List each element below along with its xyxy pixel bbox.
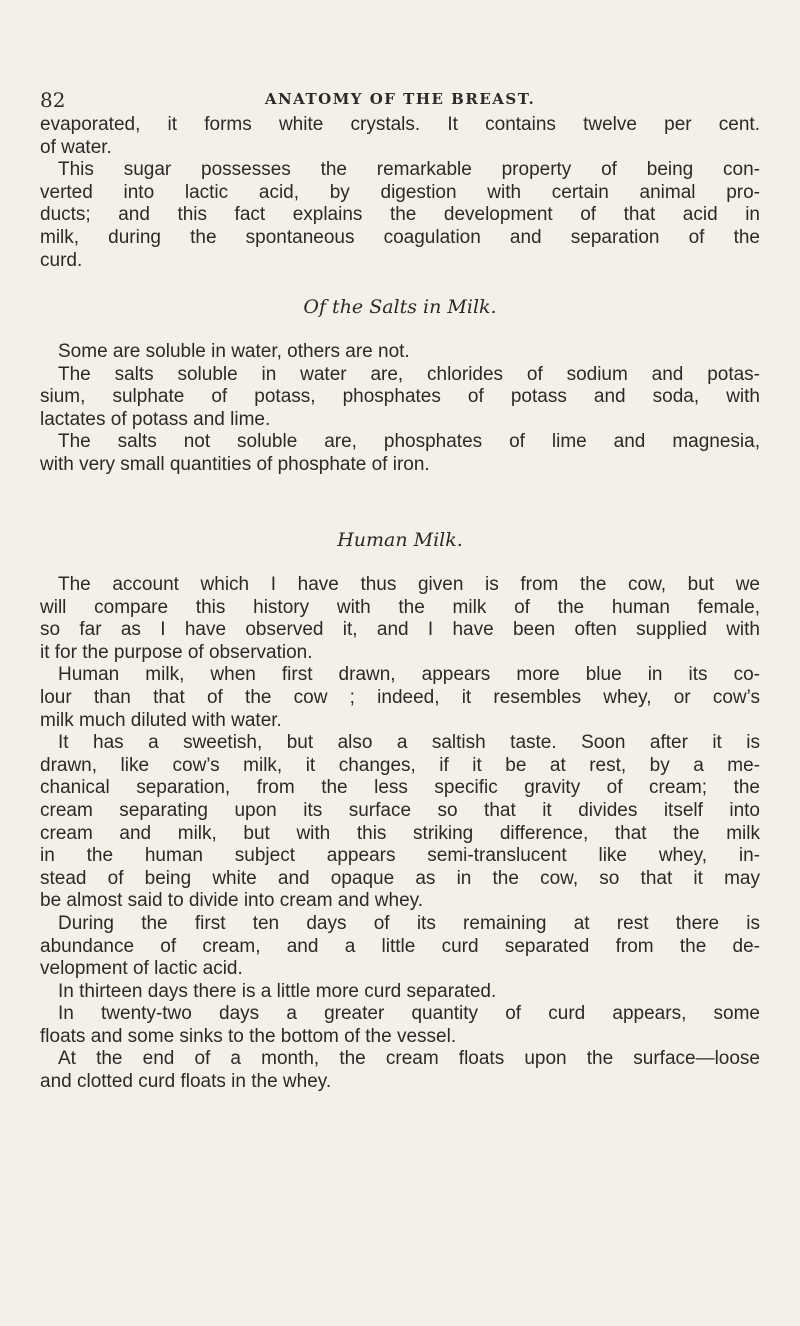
text-line: cream separating upon its surface so that it divides itself into	[40, 799, 760, 821]
paragraph	[40, 913, 760, 981]
text-line: milk, during the spontaneous coagulation and separation of the	[40, 226, 760, 248]
text-line: abundance of cream, and a little curd separated from the de-	[40, 935, 760, 957]
paragraph	[40, 981, 760, 1004]
paragraph	[40, 431, 760, 476]
text-line: lour than that of the cow ; indeed, it resembles whey, or cow’s	[40, 686, 760, 708]
text-line: velopment of lactic acid.	[40, 958, 243, 980]
paragraph	[40, 1003, 760, 1048]
text-line: In thirteen days there is a little more curd separated.	[58, 980, 497, 1002]
text-line: be almost said to divide into cream and whey.	[40, 890, 424, 912]
text-line: so far as I have observed it, and I have been often supplied with	[40, 619, 760, 641]
section-heading: Human Milk.	[337, 529, 463, 551]
text-section	[40, 114, 760, 272]
paragraph	[40, 114, 760, 159]
text-line: of water.	[40, 136, 112, 158]
paragraph	[40, 1048, 760, 1093]
section-heading: Of the Salts in Milk.	[303, 296, 497, 318]
text-line: The salts soluble in water are, chlorides of sodium and potas-	[58, 363, 760, 385]
text-line: The account which I have thus given is from the cow, but we	[58, 574, 760, 595]
text-line: During the first ten days of its remaining at rest there is	[58, 912, 760, 934]
page-number: 82	[40, 88, 66, 112]
text-line: This sugar possesses the remarkable property of being con-	[58, 159, 760, 181]
text-line: lactates of potass and lime.	[40, 408, 271, 430]
running-title: ANATOMY OF THE BREAST.	[264, 90, 536, 108]
text-section	[40, 341, 760, 477]
text-line: chanical separation, from the less specific gravity of cream; the	[40, 777, 760, 799]
text-line: in the human subject appears semi-translucent like whey, in-	[40, 845, 760, 867]
text-line: In twenty-two days a greater quantity of curd appears, some	[58, 1003, 760, 1025]
text-line: cream and milk, but with this striking difference, that the milk	[40, 822, 760, 844]
paragraph	[40, 574, 760, 664]
text-line: with very small quantities of phosphate of iron.	[40, 453, 430, 475]
text-line: curd.	[40, 249, 83, 271]
text-line: evaporated, it forms white crystals. It contains twelve per cent.	[40, 114, 760, 135]
text-line: Some are soluble in water, others are not.	[58, 341, 410, 362]
text-line: it for the purpose of observation.	[40, 641, 313, 663]
page-header	[40, 88, 760, 112]
text-line: stead of being white and opaque as in the cow, so that it may	[40, 867, 760, 889]
text-line: The salts not soluble are, phosphates of lime and magnesia,	[58, 431, 760, 453]
text-line: floats and some sinks to the bottom of the vessel.	[40, 1025, 457, 1047]
paragraph	[40, 664, 760, 732]
text-line: Human milk, when first drawn, appears more blue in its co-	[58, 664, 760, 686]
text-section	[40, 574, 760, 1094]
text-line: and clotted curd floats in the whey.	[40, 1071, 332, 1093]
text-line: verted into lactic acid, by digestion with certain animal pro-	[40, 181, 760, 203]
text-line: sium, sulphate of potass, phosphates of potass and soda, with	[40, 386, 760, 408]
paragraph	[40, 159, 760, 272]
text-line: will compare this history with the milk of the human female,	[40, 596, 760, 618]
text-line: milk much diluted with water.	[40, 709, 282, 731]
text-line: At the end of a month, the cream floats upon the surface—loose	[58, 1048, 760, 1070]
text-line: ducts; and this fact explains the development of that acid in	[40, 204, 760, 226]
text-line: It has a sweetish, but also a saltish taste. Soon after it is	[58, 732, 760, 754]
text-line: drawn, like cow’s milk, it changes, if it be at rest, by a me-	[40, 754, 760, 776]
paragraph	[40, 364, 760, 432]
paragraph	[40, 341, 760, 364]
paragraph	[40, 732, 760, 913]
